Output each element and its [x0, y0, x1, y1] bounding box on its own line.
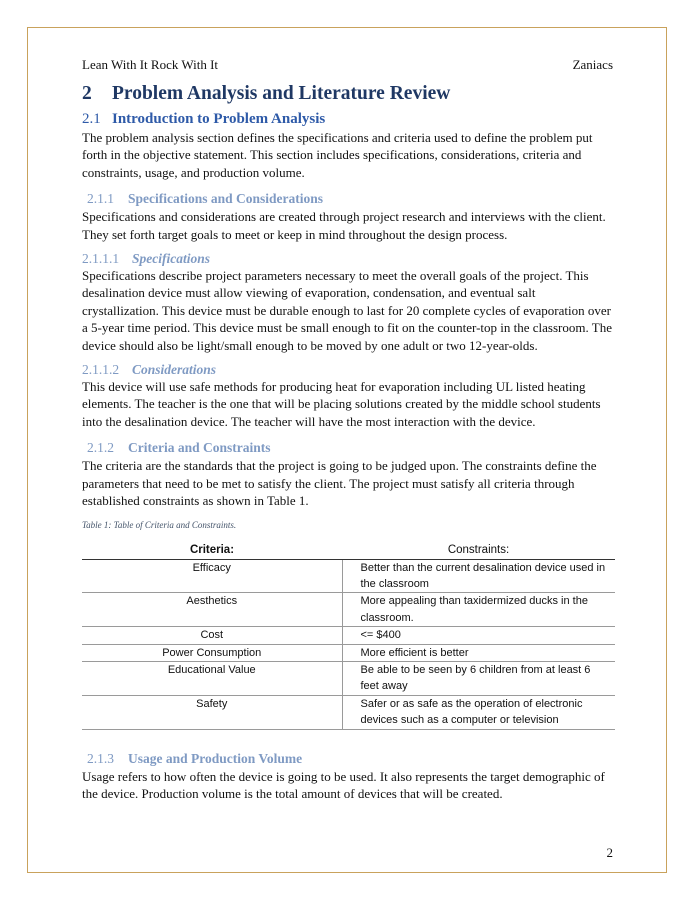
table-row: [82, 661, 615, 695]
column-header-constraints: Constraints:: [342, 542, 615, 560]
header-title: Lean With It Rock With It: [82, 57, 219, 72]
table-caption: Table 1: Table of Criteria and Constraints.: [82, 519, 237, 530]
running-header: [82, 57, 613, 73]
header-team: Zaniacs: [572, 57, 613, 72]
subsection-heading-2-1-1-1: [82, 250, 615, 267]
subsection-heading-2-1-2: [87, 439, 615, 456]
subsection-heading-2-1-1-2: [82, 361, 615, 378]
criteria-cell: Efficacy: [82, 559, 342, 593]
paragraph-2-1: The problem analysis section defines the specifications and criteria used to define the problem put forth in the objective statement. This section includes specifications, considerations, criteria and constraints, usage, and production volume.: [82, 130, 593, 180]
constraint-cell: Better than the current desalination device used in the classroom: [342, 559, 615, 593]
subsection-title: Specifications: [132, 251, 210, 267]
constraint-cell: More efficient is better: [342, 644, 615, 661]
criteria-cell: Cost: [82, 627, 342, 644]
table-row: [82, 695, 615, 729]
subsection-heading-2-1-3: [87, 750, 615, 767]
paragraph-2-1-1: Specifications and considerations are created through project research and interviews with the client. They set forth target goals to meet or keep in mind throughout the design process.: [82, 209, 606, 242]
subsection-title: Usage and Production Volume: [128, 750, 303, 766]
criteria-cell: Educational Value: [82, 661, 342, 695]
constraint-cell: Safer or as safe as the operation of electronic devices such as a computer or television: [342, 695, 615, 729]
subsection-title: Introduction to Problem Analysis: [112, 111, 326, 127]
table-row: [82, 593, 615, 627]
constraint-cell: Be able to be seen by 6 children from at least 6 feet away: [342, 661, 615, 695]
paragraph-2-1-1-1: Specifications describe project parameters necessary to meet the overall goals of the project. This desalination device must allow viewing of evaporation, condensation, and eventual salt crystallization. This device must be durable enough to last for 20 complete cycles of evaporation over a 5-year time period. This device must be small enough to fit on the counter-top in the classroom. The device should also be light/small enough to be moved by one adult or two 12-year-olds.: [82, 268, 612, 353]
table-header-row: [82, 542, 615, 560]
table-row: [82, 644, 615, 661]
criteria-cell: Power Consumption: [82, 644, 342, 661]
constraint-cell: More appealing than taxidermized ducks in the classroom.: [342, 593, 615, 627]
subsection-title: Specifications and Considerations: [128, 191, 324, 207]
criteria-cell: Aesthetics: [82, 593, 342, 627]
section-number: 2: [82, 83, 92, 104]
page-content: [82, 82, 615, 802]
page-number: 2: [606, 845, 613, 860]
criteria-cell: Safety: [82, 695, 342, 729]
paragraph-2-1-3: Usage refers to how often the device is going to be used. It also represents the target demographic of the device. Production volume is the total amount of devices that will be created.: [82, 768, 605, 801]
subsection-title: Criteria and Constraints: [128, 440, 271, 456]
subsection-number: 2.1.1.2: [82, 362, 120, 378]
column-header-criteria: Criteria:: [82, 542, 342, 560]
table-row: [82, 627, 615, 644]
section-heading: [82, 82, 615, 106]
subsection-heading-2-1: [82, 110, 615, 129]
subsection-number: 2.1.1: [87, 191, 114, 207]
subsection-title: Considerations: [132, 362, 217, 378]
paragraph-2-1-1-2: This device will use safe methods for producing heat for evaporation including UL listed heating elements. The teacher is the one that will be placing solutions created by the middle school students into the desalination device. The teacher will have the most interaction with the device.: [82, 379, 601, 429]
subsection-number: 2.1.2: [87, 440, 114, 456]
criteria-table: [82, 542, 615, 730]
subsection-number: 2.1: [82, 111, 101, 127]
paragraph-2-1-2: The criteria are the standards that the project is going to be judged upon. The constraints define the parameters that need to be met to satisfy the client. The project must satisfy all criteria through established constraints as shown in Table 1.: [82, 458, 597, 509]
section-title: Problem Analysis and Literature Review: [112, 83, 451, 104]
constraint-cell: <= $400: [342, 627, 615, 644]
subsection-number: 2.1.1.1: [82, 251, 120, 267]
subsection-number: 2.1.3: [87, 750, 114, 766]
table-row: [82, 559, 615, 593]
subsection-heading-2-1-1: [87, 190, 615, 207]
